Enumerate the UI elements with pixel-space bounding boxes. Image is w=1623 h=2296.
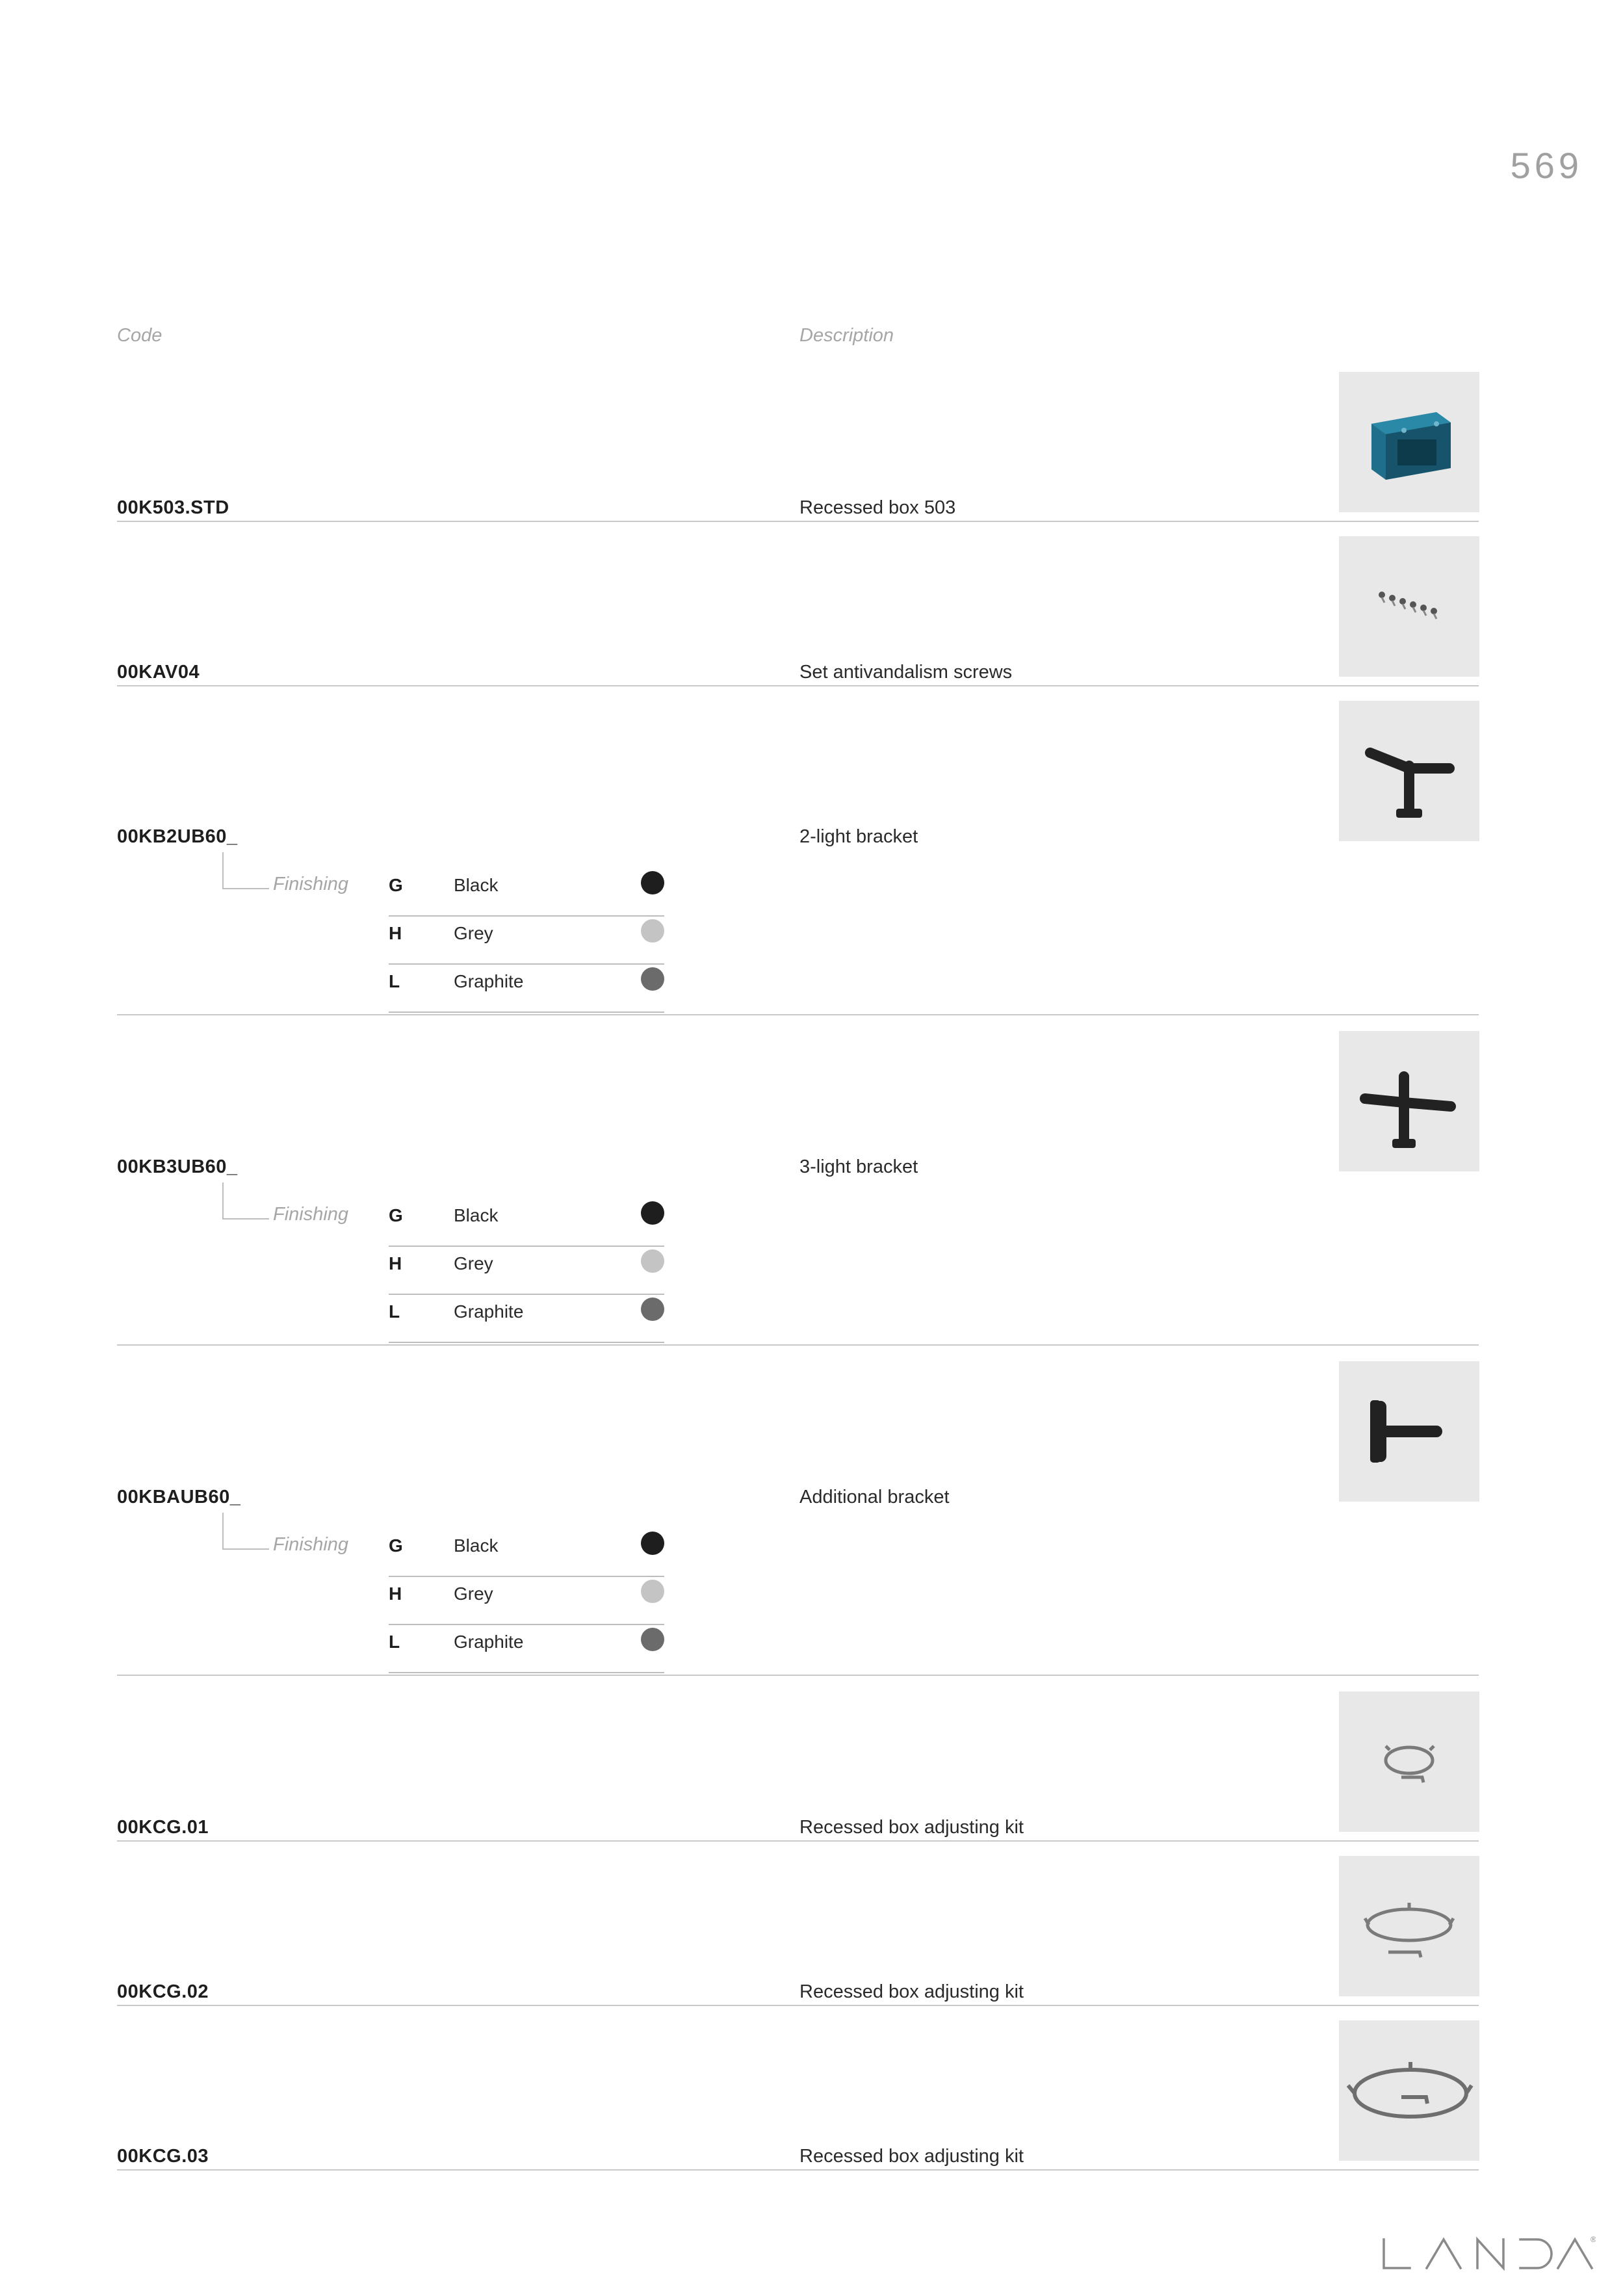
product-description: Recessed box adjusting kit xyxy=(799,2146,1024,2167)
black-swatch xyxy=(641,1532,664,1555)
product-table xyxy=(117,371,1479,2184)
finish-code: G xyxy=(389,1205,403,1225)
screws-image xyxy=(1339,536,1479,677)
finish-code: G xyxy=(389,875,403,895)
product-row xyxy=(117,699,1479,1015)
two-light-bracket-image xyxy=(1339,701,1479,841)
finish-name: Graphite xyxy=(454,1301,524,1322)
finishing-label: Finishing xyxy=(273,874,349,894)
finish-option xyxy=(389,966,664,1013)
grey-swatch xyxy=(641,1249,664,1273)
finish-option xyxy=(389,1626,664,1673)
recessed-box-image xyxy=(1339,372,1479,512)
product-code: 00KB2UB60_ xyxy=(117,826,238,847)
product-row xyxy=(117,535,1479,686)
product-code: 00KCG.01 xyxy=(117,1817,209,1838)
finish-list xyxy=(389,1530,664,1675)
finishing-connector-line xyxy=(222,1182,269,1220)
finish-list xyxy=(389,870,664,1014)
finish-option xyxy=(389,1530,664,1577)
product-description: Additional bracket xyxy=(799,1487,950,1507)
product-row xyxy=(117,2019,1479,2171)
product-code: 00KAV04 xyxy=(117,662,200,683)
product-description: Set antivandalism screws xyxy=(799,662,1013,683)
finish-option xyxy=(389,1248,664,1295)
product-description: 2-light bracket xyxy=(799,826,918,847)
graphite-swatch xyxy=(641,1628,664,1651)
finish-option xyxy=(389,1296,664,1343)
product-description: Recessed box adjusting kit xyxy=(799,1817,1024,1838)
product-row xyxy=(117,1360,1479,1676)
finish-option xyxy=(389,1200,664,1247)
finish-name: Grey xyxy=(454,1584,493,1604)
product-row xyxy=(117,1030,1479,1346)
finish-code: H xyxy=(389,1253,402,1273)
finish-name: Black xyxy=(454,1205,499,1225)
finish-name: Graphite xyxy=(454,971,524,991)
grey-swatch xyxy=(641,919,664,943)
finish-code: G xyxy=(389,1535,403,1556)
finishing-label: Finishing xyxy=(273,1534,349,1555)
finish-list xyxy=(389,1200,664,1344)
finish-name: Graphite xyxy=(454,1632,524,1652)
finish-option xyxy=(389,918,664,965)
product-row xyxy=(117,1855,1479,2006)
finish-name: Grey xyxy=(454,1253,493,1273)
product-row xyxy=(117,371,1479,522)
product-code: 00KCG.03 xyxy=(117,2146,209,2167)
finish-option xyxy=(389,1578,664,1625)
finish-code: H xyxy=(389,1584,402,1604)
product-code: 00K503.STD xyxy=(117,497,229,518)
adjusting-kit-small-image xyxy=(1339,1691,1479,1832)
finish-name: Black xyxy=(454,1535,499,1556)
finish-option xyxy=(389,870,664,917)
registered-mark: ® xyxy=(1591,2235,1596,2244)
finishing-connector-line xyxy=(222,852,269,889)
black-swatch xyxy=(641,871,664,894)
adjusting-kit-medium-image xyxy=(1339,1856,1479,1996)
page-number: 569 xyxy=(1510,145,1583,186)
finish-code: L xyxy=(389,1301,400,1322)
code-column-header: Code xyxy=(117,325,162,346)
finishing-connector-line xyxy=(222,1513,269,1550)
graphite-swatch xyxy=(641,1298,664,1321)
graphite-swatch xyxy=(641,967,664,991)
finish-name: Black xyxy=(454,875,499,895)
black-swatch xyxy=(641,1201,664,1225)
finish-code: L xyxy=(389,1632,400,1652)
finish-code: L xyxy=(389,971,400,991)
product-row xyxy=(117,1690,1479,1842)
finish-name: Grey xyxy=(454,923,493,943)
three-light-bracket-image xyxy=(1339,1031,1479,1171)
product-code: 00KB3UB60_ xyxy=(117,1156,238,1177)
product-description: 3-light bracket xyxy=(799,1156,918,1177)
product-code: 00KBAUB60_ xyxy=(117,1487,241,1507)
grey-swatch xyxy=(641,1580,664,1603)
product-code: 00KCG.02 xyxy=(117,1981,209,2002)
finish-code: H xyxy=(389,923,402,943)
description-column-header: Description xyxy=(799,325,894,346)
adjusting-kit-large-image xyxy=(1339,2020,1479,2161)
finishing-label: Finishing xyxy=(273,1204,349,1225)
additional-bracket-image xyxy=(1339,1361,1479,1502)
product-description: Recessed box adjusting kit xyxy=(799,1981,1024,2002)
product-description: Recessed box 503 xyxy=(799,497,956,518)
landa-logo xyxy=(1381,2234,1596,2276)
